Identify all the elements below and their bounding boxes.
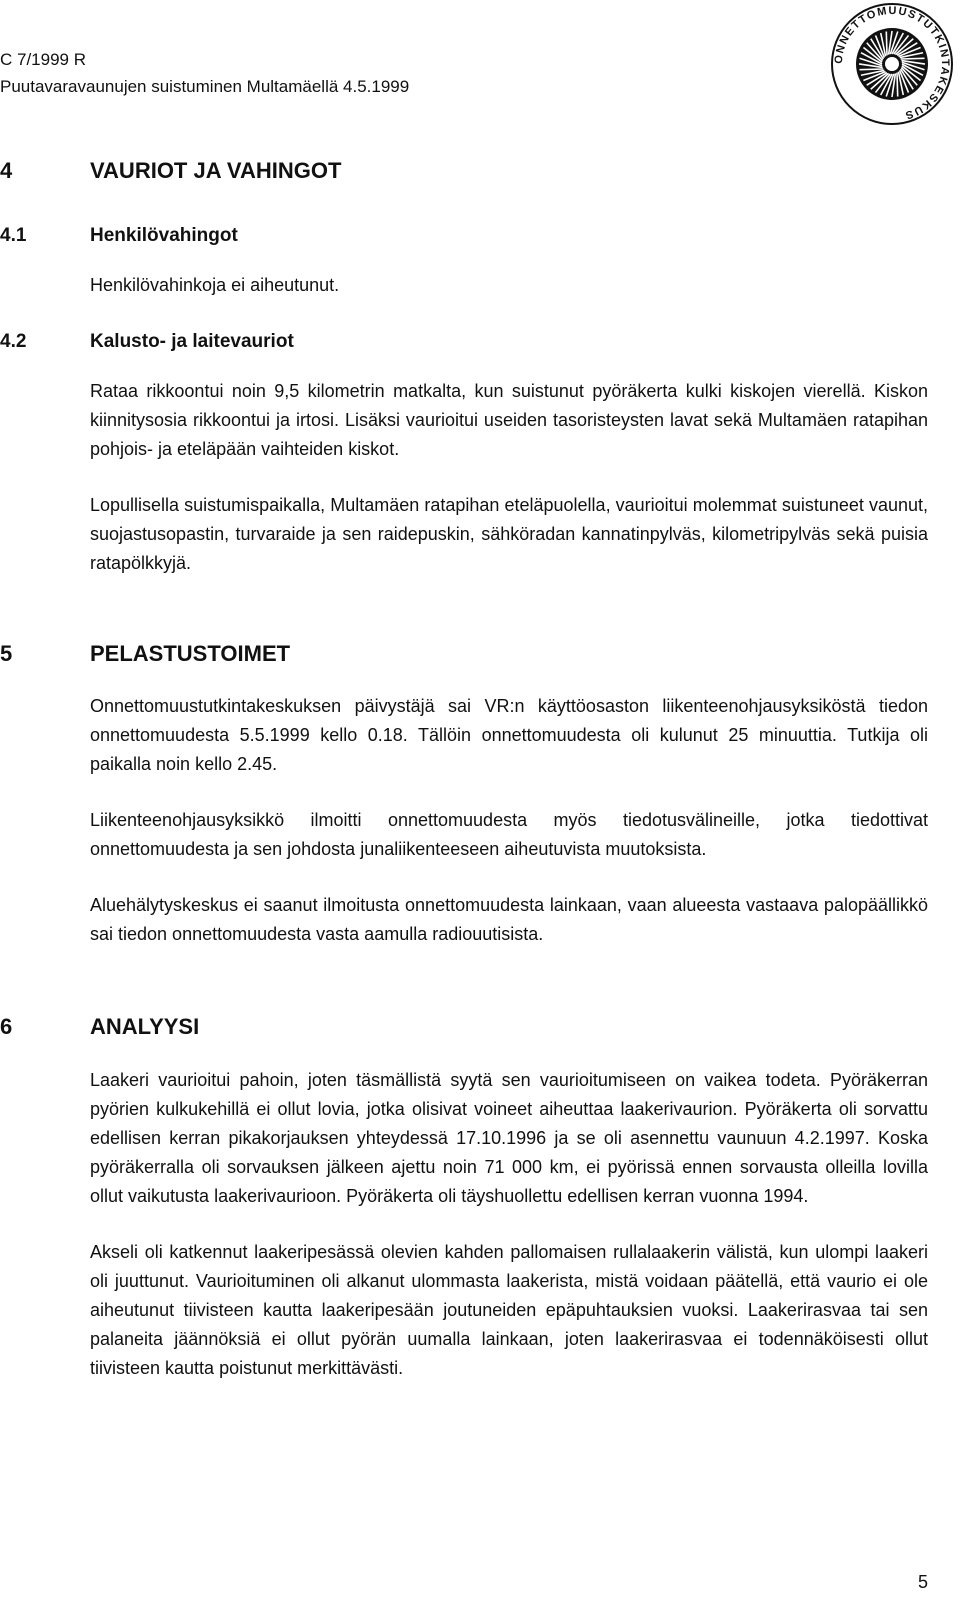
- section-4-1-heading: [0, 221, 928, 251]
- onnettomuustutkintakeskus-seal-logo: [828, 0, 956, 128]
- paragraph: Akseli oli katkennut laakeripesässä olevien kahden pallomaisen rullalaakerin välistä, kun ulompi laakeri oli juuttunut. Vaurioituminen oli alkanut ulommasta laakerista, mistä voidaan päätellä, että vaurio ei ole aiheutunut tiivisteen kautta laakeripesään joutuneiden epäpuhtauksien vuoksi. Laakerirasvaa tai sen palaneita jäännöksiä ei ollut pyörän uumalla lainkaan, joten laakerirasvaa ei todennäköisesti ollut tiivisteen kautta poistunut merkittävästi.: [90, 1242, 928, 1378]
- section-6-heading: [0, 1011, 928, 1043]
- section-title: VAURIOT JA VAHINGOT: [90, 158, 342, 183]
- document-body: [0, 155, 928, 1383]
- seal-text: ONNETTOMUUSTUTKINTAKESKUS: [832, 4, 952, 122]
- subsection-title: Henkilövahingot: [90, 225, 238, 246]
- section-number: 6: [0, 1014, 13, 1039]
- paragraph: Lopullisella suistumispaikalla, Multamäen ratapihan eteläpuolella, vaurioitui molemmat suistuneet vaunut, suojastusopastin, turvaraide ja sen raidepuskin, sähköradan kannatinpylväs, kilometripylväs sekä puisia ratapölkkyjä.: [90, 495, 928, 573]
- page-number: 5: [917, 1572, 928, 1592]
- subsection-number: 4.2: [0, 331, 27, 352]
- document-id: C 7/1999 R: [0, 50, 86, 69]
- seal-graphic: [828, 0, 956, 128]
- document-title: Puutavaravaunujen suistuminen Multamäellä 4.5.1999: [0, 77, 410, 96]
- section-number: 4: [0, 158, 13, 183]
- paragraph: Laakeri vaurioitui pahoin, joten täsmällistä syytä sen vaurioitumiseen on vaikea todeta. Pyöräkerran pyörien kulkukehillä ei ollut lovia, jotka olisivat voineet aiheuttaa laakerivaurion. Pyöräkerta oli sorvattu edellisen kerran pikakorjauksen yhteydessä 17.10.1996 ja se oli asennettu vaunuun 4.2.1997. Koska pyöräkerralla oli sorvauksen jälkeen ajettu noin 71 000 km, ei pyörissä ennen sorvausta olleilla lovilla ollut vaikutusta laakerivaurioon. Pyöräkerta oli täyshuollettu edellisen kerran vuonna 1994.: [90, 1070, 928, 1206]
- section-number: 5: [0, 641, 13, 666]
- subsection-title: Kalusto- ja laitevauriot: [90, 331, 294, 352]
- page-header: [0, 46, 409, 100]
- paragraph: Aluehälytyskeskus ei saanut ilmoitusta onnettomuudesta lainkaan, vaan alueesta vastaava palopäällikkö sai tiedon onnettomuudesta vasta aamulla radiouutisista.: [90, 895, 928, 944]
- section-4-2-heading: [0, 327, 928, 357]
- section-title: ANALYYSI: [90, 1014, 200, 1039]
- paragraph: Onnettomuustutkintakeskuksen päivystäjä sai VR:n käyttöosaston liikenteenohjausyksiköstä tiedon onnettomuudesta 5.5.1999 kello 0.18. Tällöin onnettomuudesta oli kulunut 25 minuuttia. Tutkija oli paikalla noin kello 2.45.: [90, 696, 928, 774]
- paragraph: Henkilövahinkoja ei aiheutunut.: [90, 275, 340, 295]
- paragraph: Liikenteenohjausyksikkö ilmoitti onnettomuudesta myös tiedotusvälineille, jotka tiedottivat onnettomuudesta ja sen johdosta junaliikenteeseen aiheutuvista muutoksista.: [90, 810, 928, 859]
- paragraph: Rataa rikkoontui noin 9,5 kilometrin matkalta, kun suistunut pyöräkerta kulki kiskojen vierellä. Kiskon kiinnitysosia rikkoontui ja irtosi. Lisäksi vaurioitui useiden tasoristeysten lavat sekä Multamäen ratapihan pohjois- ja eteläpään vaihteiden kiskot.: [90, 381, 928, 459]
- section-title: PELASTUSTOIMET: [90, 641, 291, 666]
- section-4-heading: [0, 155, 928, 187]
- section-5-heading: [0, 638, 928, 670]
- subsection-number: 4.1: [0, 225, 27, 246]
